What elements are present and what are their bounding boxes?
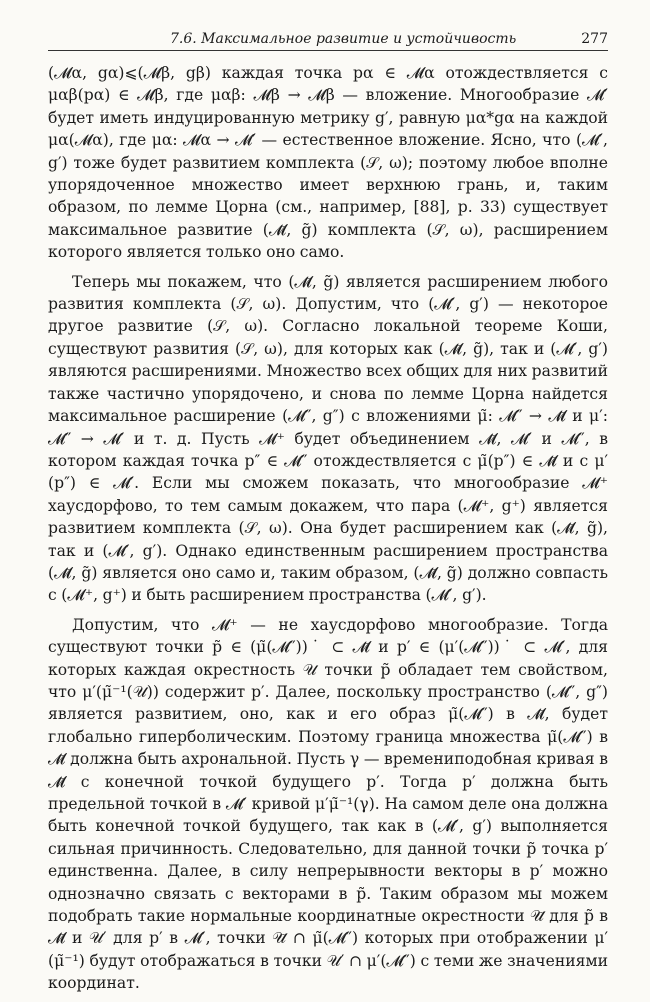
paragraph-maximal-extension: Теперь мы покажем, что (𝓜̃, g̃) является расширением любого развития комплекта (𝒮, ω). Допустим, что (𝓜′, g′) — некоторое другое развитие (𝒮, ω). Согласно локальной теореме Коши, существуют развития (𝒮, ω), для которых как (𝓜̃, g̃), так и (𝓜′, g′) являются расширениями. Множество всех общих для них развитий также частично упорядочено, и снова по лемме Цорна найдется максимальное расширение (𝓜″, g″) с вложениями μ̃: 𝓜″ → 𝓜̃ и μ′: 𝓜″ → 𝓜′ и т. д. Пусть 𝓜⁺ будет объединением 𝓜̃, 𝓜′ и 𝓜″, в котором каждая точка p″ ∈ 𝓜″ отождествляется с μ̃(p″) ∈ 𝓜̃ и с μ′(p″) ∈ 𝓜′. Если мы сможем показать, что многообразие 𝓜⁺ хаусдорфово, то тем самым докажем, что пара (𝓜⁺, g⁺) является развитием комплекта (𝒮, ω). Она будет расширением как (𝓜̃, g̃), так и (𝓜′, g′). Однако единственным расширением пространства (𝓜̃, g̃) является оно само и, таким образом, (𝓜̃, g̃) должно совпасть с (𝓜⁺, g⁺) и быть расширением пространства (𝓜′, g′). <box>48 272 608 605</box>
page-number: 277 <box>581 31 608 47</box>
running-title: 7.6. Максимальное развитие и устойчивость <box>170 31 517 47</box>
text-body <box>48 62 608 1002</box>
paragraph-hausdorff-proof: Допустим, что 𝓜⁺ — не хаусдорфово многообразие. Тогда существуют точки p̃ ∈ (μ̃(𝓜″))˙ ⊂ 𝓜̃ и p′ ∈ (μ′(𝓜″))˙ ⊂ 𝓜′, для которых каждая окрестность 𝒰 точки p̃ обладает тем свойством, что μ′(μ̃⁻¹(𝒰)) содержит p′. Далее, поскольку пространство (𝓜″, g″) является развитием, оно, как и его образ μ̃(𝓜″) в 𝓜̃, будет глобально гиперболическим. Поэтому граница множества μ̃(𝓜″) в 𝓜̃ должна быть ахрональной. Пусть γ — времениподобная кривая в 𝓜̃ с конечной точкой будущего p′. Тогда p′ должна быть предельной точкой в 𝓜′ кривой μ′μ̃⁻¹(γ). На самом деле она должна быть конечной точкой будущего, так как в (𝓜′, g′) выполняется сильная причинность. Следовательно, для данной точки p̃ точка p′ единственна. Далее, в силу непрерывности векторы в p′ можно однозначно связать с векторами в p̃. Таким образом мы можем подобрать такие нормальные координатные окрестности 𝒰̃ для p̃ в 𝓜̃ и 𝒰′ для p′ в 𝓜′, точки 𝒰̃ ∩ μ̃(𝓜″) которых при отображении μ′(μ̃⁻¹) будут отображаться в точки 𝒰′ ∩ μ′(𝓜″) с теми же значениями координат. <box>48 615 608 993</box>
running-header <box>48 30 608 51</box>
paragraph-continued: (𝓜α, gα)⩽(𝓜β, gβ) каждая точка pα ∈ 𝓜α отождествляется с μαβ(pα) ∈ 𝓜β, где μαβ: 𝓜β → 𝓜β — вложение. Многообразие 𝓜′ будет иметь индуцированную метрику g′, равную μα*gα на каждой μα(𝓜α), где μα: 𝓜α → 𝓜′ — естественное вложение. Ясно, что (𝓜′, g′) тоже будет развитием комплекта (𝒮, ω); поэтому любое вполне упорядоченное множество имеет верхнюю грань, и, таким образом, по лемме Цорна (см., например, [88], р. 33) существует максимальное развитие (𝓜̃, g̃) комплекта (𝒮, ω), расширением которого является только оно само. <box>48 64 608 262</box>
